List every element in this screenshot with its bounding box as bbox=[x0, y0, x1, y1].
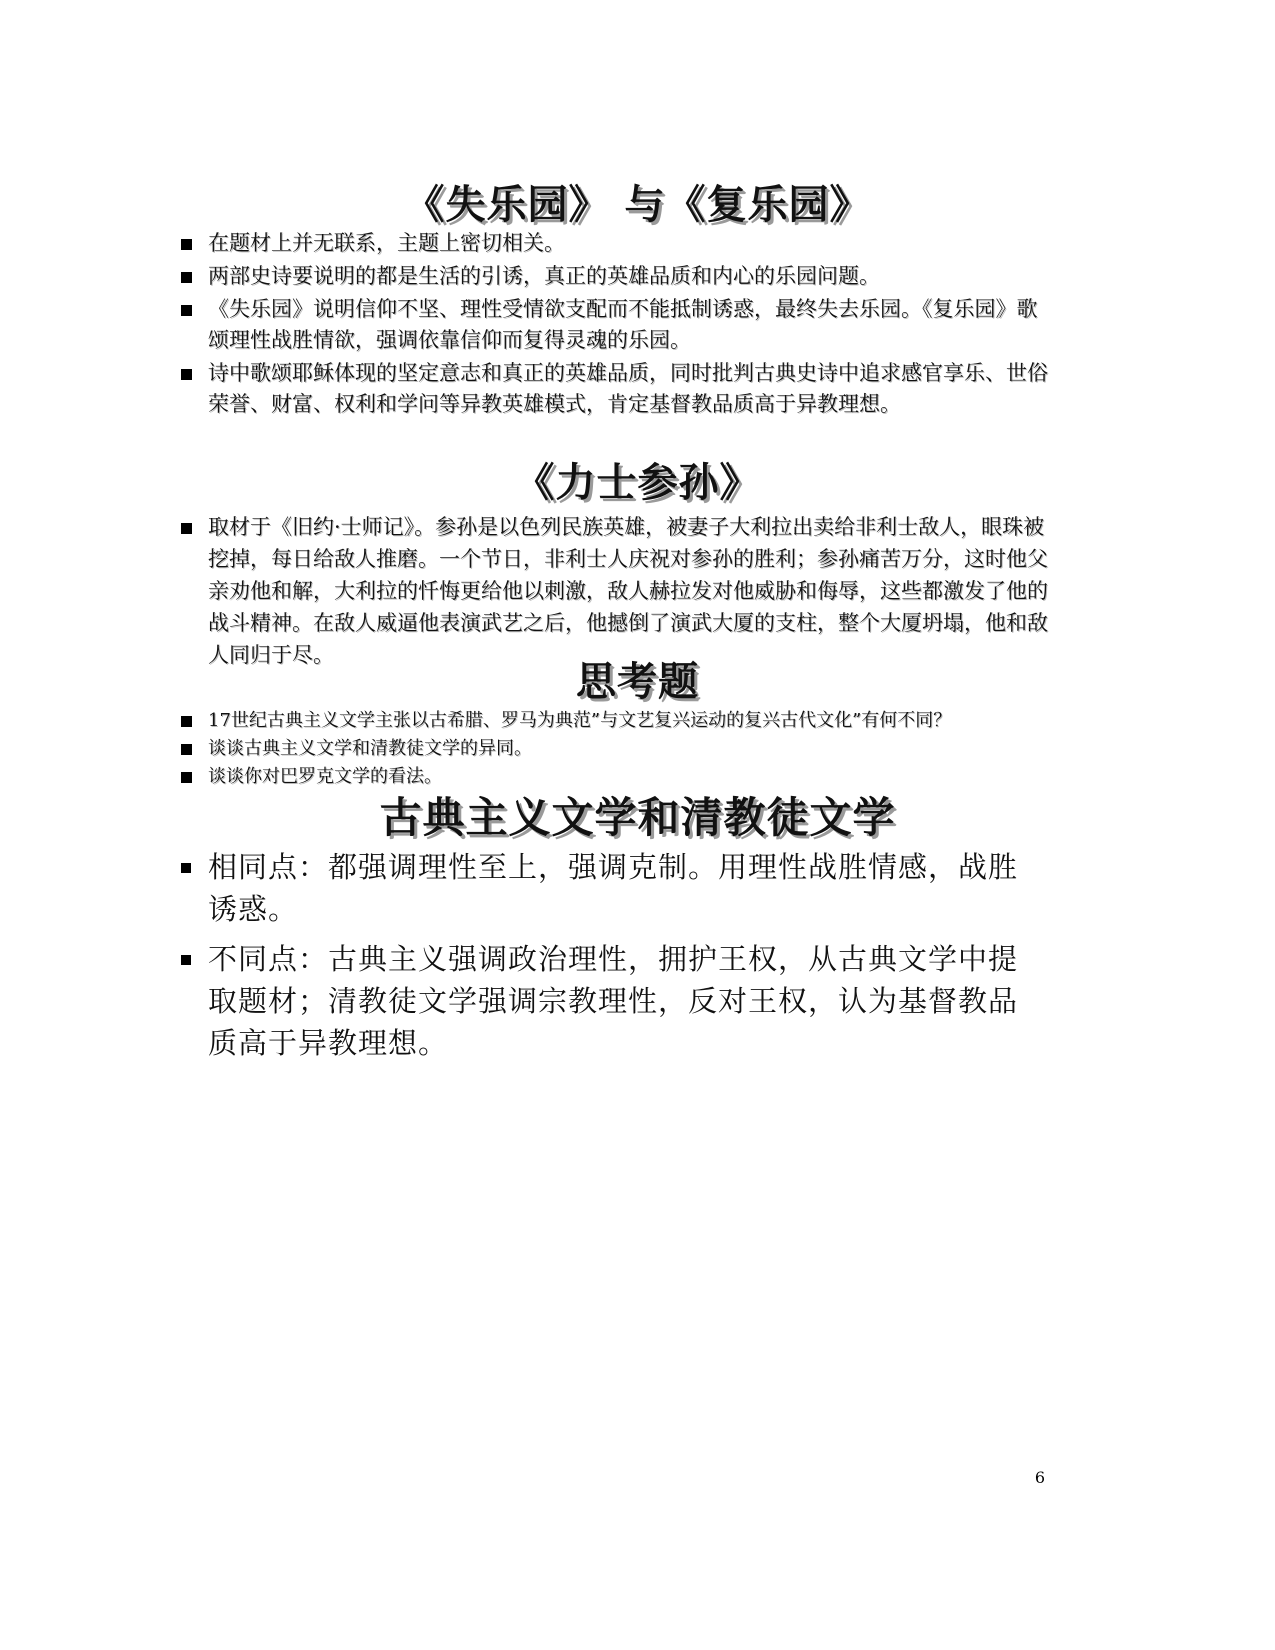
questions-bullet-list bbox=[208, 707, 1088, 791]
section-title-questions: 思考题 bbox=[576, 659, 699, 705]
list-item: 不同点：古典主义强调政治理性，拥护王权，从古典文学中提取题材；清教徒文学强调宗教理性，反对王权，认为基督教品质高于异教理想。 bbox=[208, 938, 1038, 1064]
list-item: 谈谈你对巴罗克文学的看法。 bbox=[208, 763, 1088, 791]
list-item: 相同点：都强调理性至上，强调克制。用理性战胜情感，战胜诱惑。 bbox=[208, 846, 1038, 930]
paradise-bullet-list bbox=[208, 228, 1048, 422]
list-item: 取材于《旧约·士师记》。参孙是以色列民族英雄，被妻子大利拉出卖给非利士敌人，眼珠被挖掉，每日给敌人推磨。一个节日，非利士人庆祝对参孙的胜利；参孙痛苦万分，这时他父亲劝他和解，大利拉的忏悔更给他以刺激，敌人赫拉发对他威胁和侮辱，这些都激发了他的战斗精神。在敌人威逼他表演武艺之后，他撼倒了演武大厦的支柱，整个大厦坍塌，他和敌人同归于尽。 bbox=[208, 511, 1048, 671]
list-item: 诗中歌颂耶稣体现的坚定意志和真正的英雄品质，同时批判古典史诗中追求感官享乐、世俗荣誉、财富、权利和学问等异教英雄模式，肯定基督教品质高于异教理想。 bbox=[208, 358, 1048, 420]
comparison-bullet-list bbox=[208, 846, 1038, 1072]
section-title-samson: 《力士参孙》 bbox=[514, 460, 761, 506]
section-title-comparison: 古典主义文学和清教徒文学 bbox=[379, 793, 896, 842]
list-item: 《失乐园》说明信仰不坚、理性受情欲支配而不能抵制诱惑，最终失去乐园。《复乐园》歌颂理性战胜情欲，强调依靠信仰而复得灵魂的乐园。 bbox=[208, 294, 1048, 356]
page-number: 6 bbox=[1034, 1468, 1045, 1487]
list-item: 在题材上并无联系，主题上密切相关。 bbox=[208, 228, 1048, 259]
list-item: 两部史诗要说明的都是生活的引诱，真正的英雄品质和内心的乐园问题。 bbox=[208, 261, 1048, 292]
list-item: 17世纪古典主义文学主张以古希腊、罗马为典范”与文艺复兴运动的复兴古代文化”有何不同？ bbox=[208, 707, 1088, 735]
samson-bullet-list bbox=[208, 511, 1048, 671]
list-item: 谈谈古典主义文学和清教徒文学的异同。 bbox=[208, 735, 1088, 763]
section-title-paradise: 《失乐园》 与《复乐园》 bbox=[404, 182, 871, 228]
